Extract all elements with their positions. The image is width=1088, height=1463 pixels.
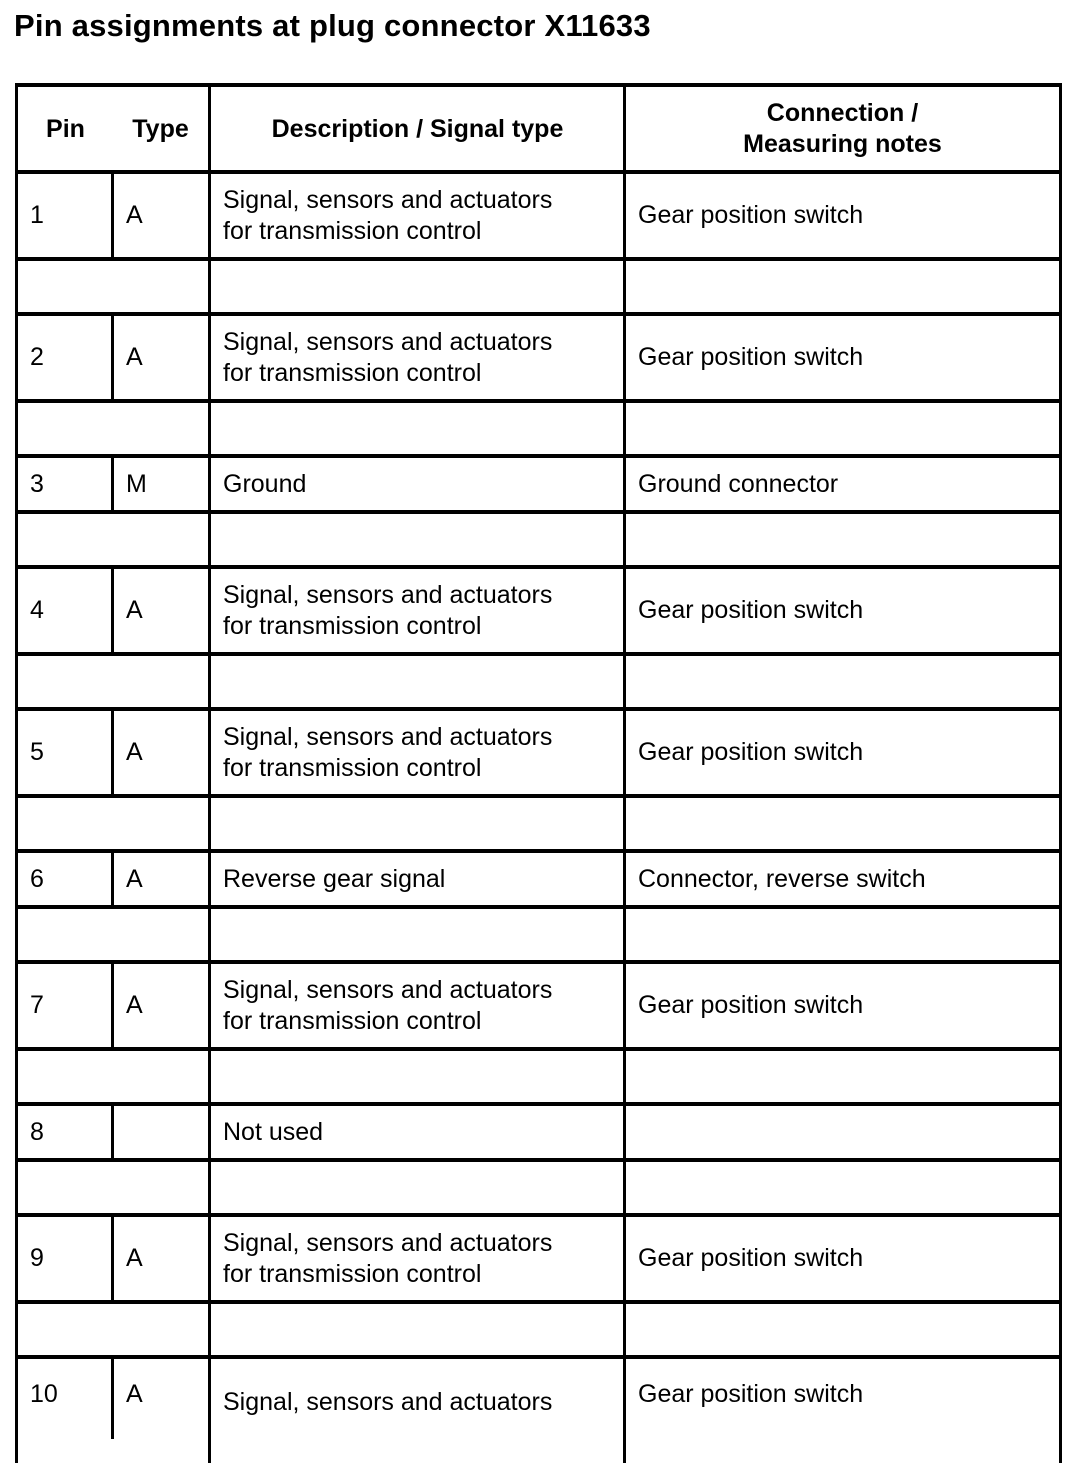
description-line: Signal, sensors and actuators: [223, 1228, 553, 1257]
description-line: for transmission control: [223, 753, 482, 782]
pin-assignment-table: [15, 83, 1062, 1463]
description-line: for transmission control: [223, 358, 482, 387]
description-line: Signal, sensors and actuators: [223, 722, 553, 751]
pin-cell: 8: [30, 1117, 44, 1146]
table-top-border: [18, 83, 1059, 87]
description-cell: [211, 569, 623, 652]
type-cell: A: [126, 991, 143, 1019]
pin-cell: 1: [30, 201, 44, 229]
header-connection-line2: Measuring notes: [743, 130, 942, 158]
type-cell: A: [126, 864, 143, 893]
description-line: Signal, sensors and actuators: [223, 580, 553, 609]
connection-cell: Gear position switch: [638, 1380, 864, 1408]
pin-cell: 4: [30, 596, 44, 624]
connection-cell: Gear position switch: [638, 343, 864, 371]
description-line: for transmission control: [223, 1259, 482, 1288]
description-cell: [211, 1359, 623, 1439]
row-divider: [18, 399, 1059, 403]
type-cell: A: [126, 1244, 143, 1272]
connection-cell: Gear position switch: [638, 201, 864, 229]
description-line: for transmission control: [223, 216, 482, 245]
type-cell: A: [126, 343, 143, 371]
row-divider: [18, 510, 1059, 514]
type-cell: A: [126, 201, 143, 229]
row-divider: [18, 794, 1059, 798]
type-cell: M: [126, 469, 147, 498]
description-line: Not used: [223, 1117, 324, 1146]
header-type: Type: [132, 114, 189, 143]
description-line: for transmission control: [223, 1006, 482, 1035]
pin-cell: 2: [30, 343, 44, 371]
header-connection: [626, 87, 1059, 171]
header-connection-line1: Connection /: [766, 99, 919, 127]
type-cell: A: [126, 1380, 143, 1408]
pin-cell: 9: [30, 1244, 44, 1272]
row-divider: [18, 652, 1059, 656]
description-line: Signal, sensors and actuators: [223, 1388, 553, 1416]
header-description: Description / Signal type: [271, 114, 564, 143]
pin-cell: 6: [30, 864, 44, 893]
description-cell: [211, 316, 623, 399]
pin-cell: 7: [30, 991, 44, 1019]
description-line: Signal, sensors and actuators: [223, 975, 553, 1004]
description-cell: [211, 174, 623, 257]
pin-cell: 5: [30, 738, 44, 766]
type-cell: A: [126, 738, 143, 766]
connection-cell: Connector, reverse switch: [638, 864, 926, 893]
row-divider: [18, 257, 1059, 261]
type-cell: A: [126, 596, 143, 624]
row-divider: [18, 905, 1059, 909]
description-line: for transmission control: [223, 611, 482, 640]
description-cell: [211, 458, 623, 510]
header-pin: Pin: [46, 114, 85, 143]
connection-cell: Gear position switch: [638, 596, 864, 624]
description-line: Reverse gear signal: [223, 864, 446, 893]
description-cell: [211, 711, 623, 794]
pin-cell: 10: [30, 1380, 58, 1408]
row-divider: [18, 1158, 1059, 1162]
connection-cell: Ground connector: [638, 469, 839, 498]
row-divider: [18, 1047, 1059, 1051]
connection-cell: Gear position switch: [638, 991, 864, 1019]
row-divider: [18, 1300, 1059, 1304]
description-line: Signal, sensors and actuators: [223, 185, 553, 214]
type-cell: [114, 1106, 208, 1158]
connection-cell: [626, 1106, 1059, 1158]
description-cell: [211, 1106, 623, 1158]
page-title: Pin assignments at plug connector X11633: [14, 8, 651, 43]
description-line: Ground: [223, 469, 307, 498]
description-cell: [211, 853, 623, 905]
description-cell: [211, 1217, 623, 1300]
connection-cell: Gear position switch: [638, 738, 864, 766]
description-cell: [211, 964, 623, 1047]
description-line: Signal, sensors and actuators: [223, 327, 553, 356]
connection-cell: Gear position switch: [638, 1244, 864, 1272]
pin-cell: 3: [30, 469, 44, 498]
